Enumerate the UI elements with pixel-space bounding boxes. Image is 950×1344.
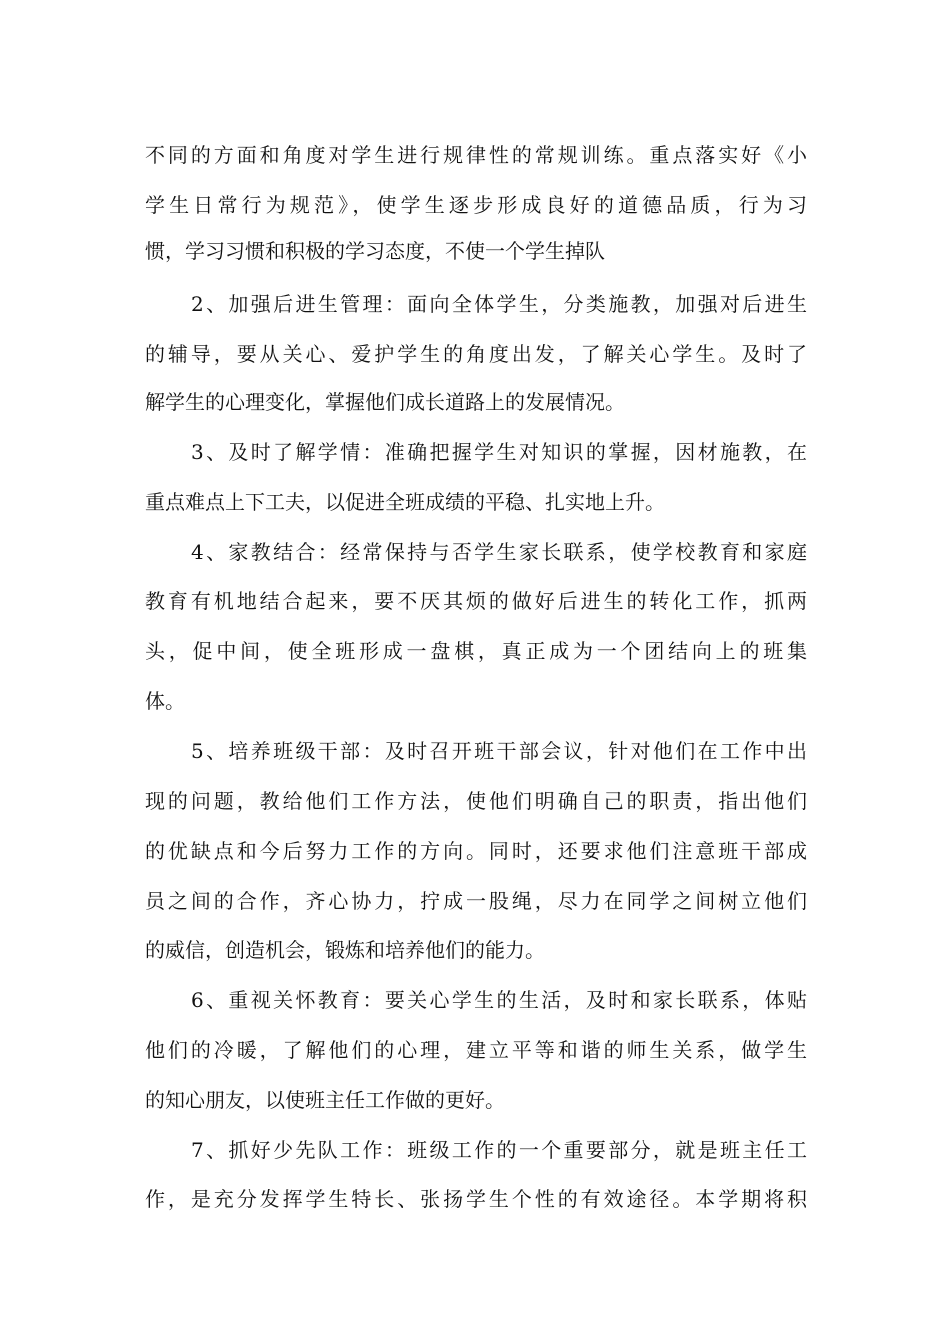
- text-line: 员之间的合作，齐心协力，拧成一股绳，尽力在同学之间树立他们: [145, 889, 807, 913]
- text-line: 的辅导，要从关心、爱护学生的角度出发，了解关心学生。及时了: [145, 342, 807, 366]
- text-line: 解学生的心理变化，掌握他们成长道路上的发展情况。: [145, 390, 625, 414]
- paragraph-5-line: 5、培养班级干部：及时召开班干部会议，针对他们在工作中出: [191, 739, 807, 763]
- text-line: 头，促中间，使全班形成一盘棋，真正成为一个团结向上的班集: [145, 639, 807, 663]
- text-line: 现的问题，教给他们工作方法，使他们明确自己的职责，指出他们: [145, 789, 807, 813]
- paragraph-2-line: 2、加强后进生管理：面向全体学生，分类施教，加强对后进生: [191, 292, 807, 316]
- text-line: 的优缺点和今后努力工作的方向。同时，还要求他们注意班干部成: [145, 839, 807, 863]
- paragraph-7-line: 7、抓好少先队工作：班级工作的一个重要部分，就是班主任工: [191, 1138, 807, 1162]
- text-line: 体。: [145, 689, 185, 713]
- paragraph-3-line: 3、及时了解学情：准确把握学生对知识的掌握，因材施教，在: [191, 440, 807, 464]
- paragraph-4-line: 4、家教结合：经常保持与否学生家长联系，使学校教育和家庭: [191, 540, 807, 564]
- text-line: 学生日常行为规范》，使学生逐步形成良好的道德品质，行为习: [145, 193, 807, 217]
- text-line: 教育有机地结合起来，要不厌其烦的做好后进生的转化工作，抓两: [145, 589, 807, 613]
- paragraph-6-line: 6、重视关怀教育：要关心学生的生活，及时和家长联系，体贴: [191, 988, 807, 1012]
- text-line: 他们的冷暖，了解他们的心理，建立平等和谐的师生关系，做学生: [145, 1038, 807, 1062]
- text-line: 作，是充分发挥学生特长、张扬学生个性的有效途径。本学期将积: [145, 1187, 807, 1211]
- text-line: 的知心朋友，以使班主任工作做的更好。: [145, 1088, 505, 1112]
- text-line: 的威信，创造机会，锻炼和培养他们的能力。: [145, 938, 545, 962]
- text-line: 重点难点上下工夫，以促进全班成绩的平稳、扎实地上升。: [145, 490, 665, 514]
- text-line: 惯，学习习惯和积极的学习态度，不使一个学生掉队: [145, 239, 605, 263]
- text-line: 不同的方面和角度对学生进行规律性的常规训练。重点落实好《小: [145, 143, 807, 167]
